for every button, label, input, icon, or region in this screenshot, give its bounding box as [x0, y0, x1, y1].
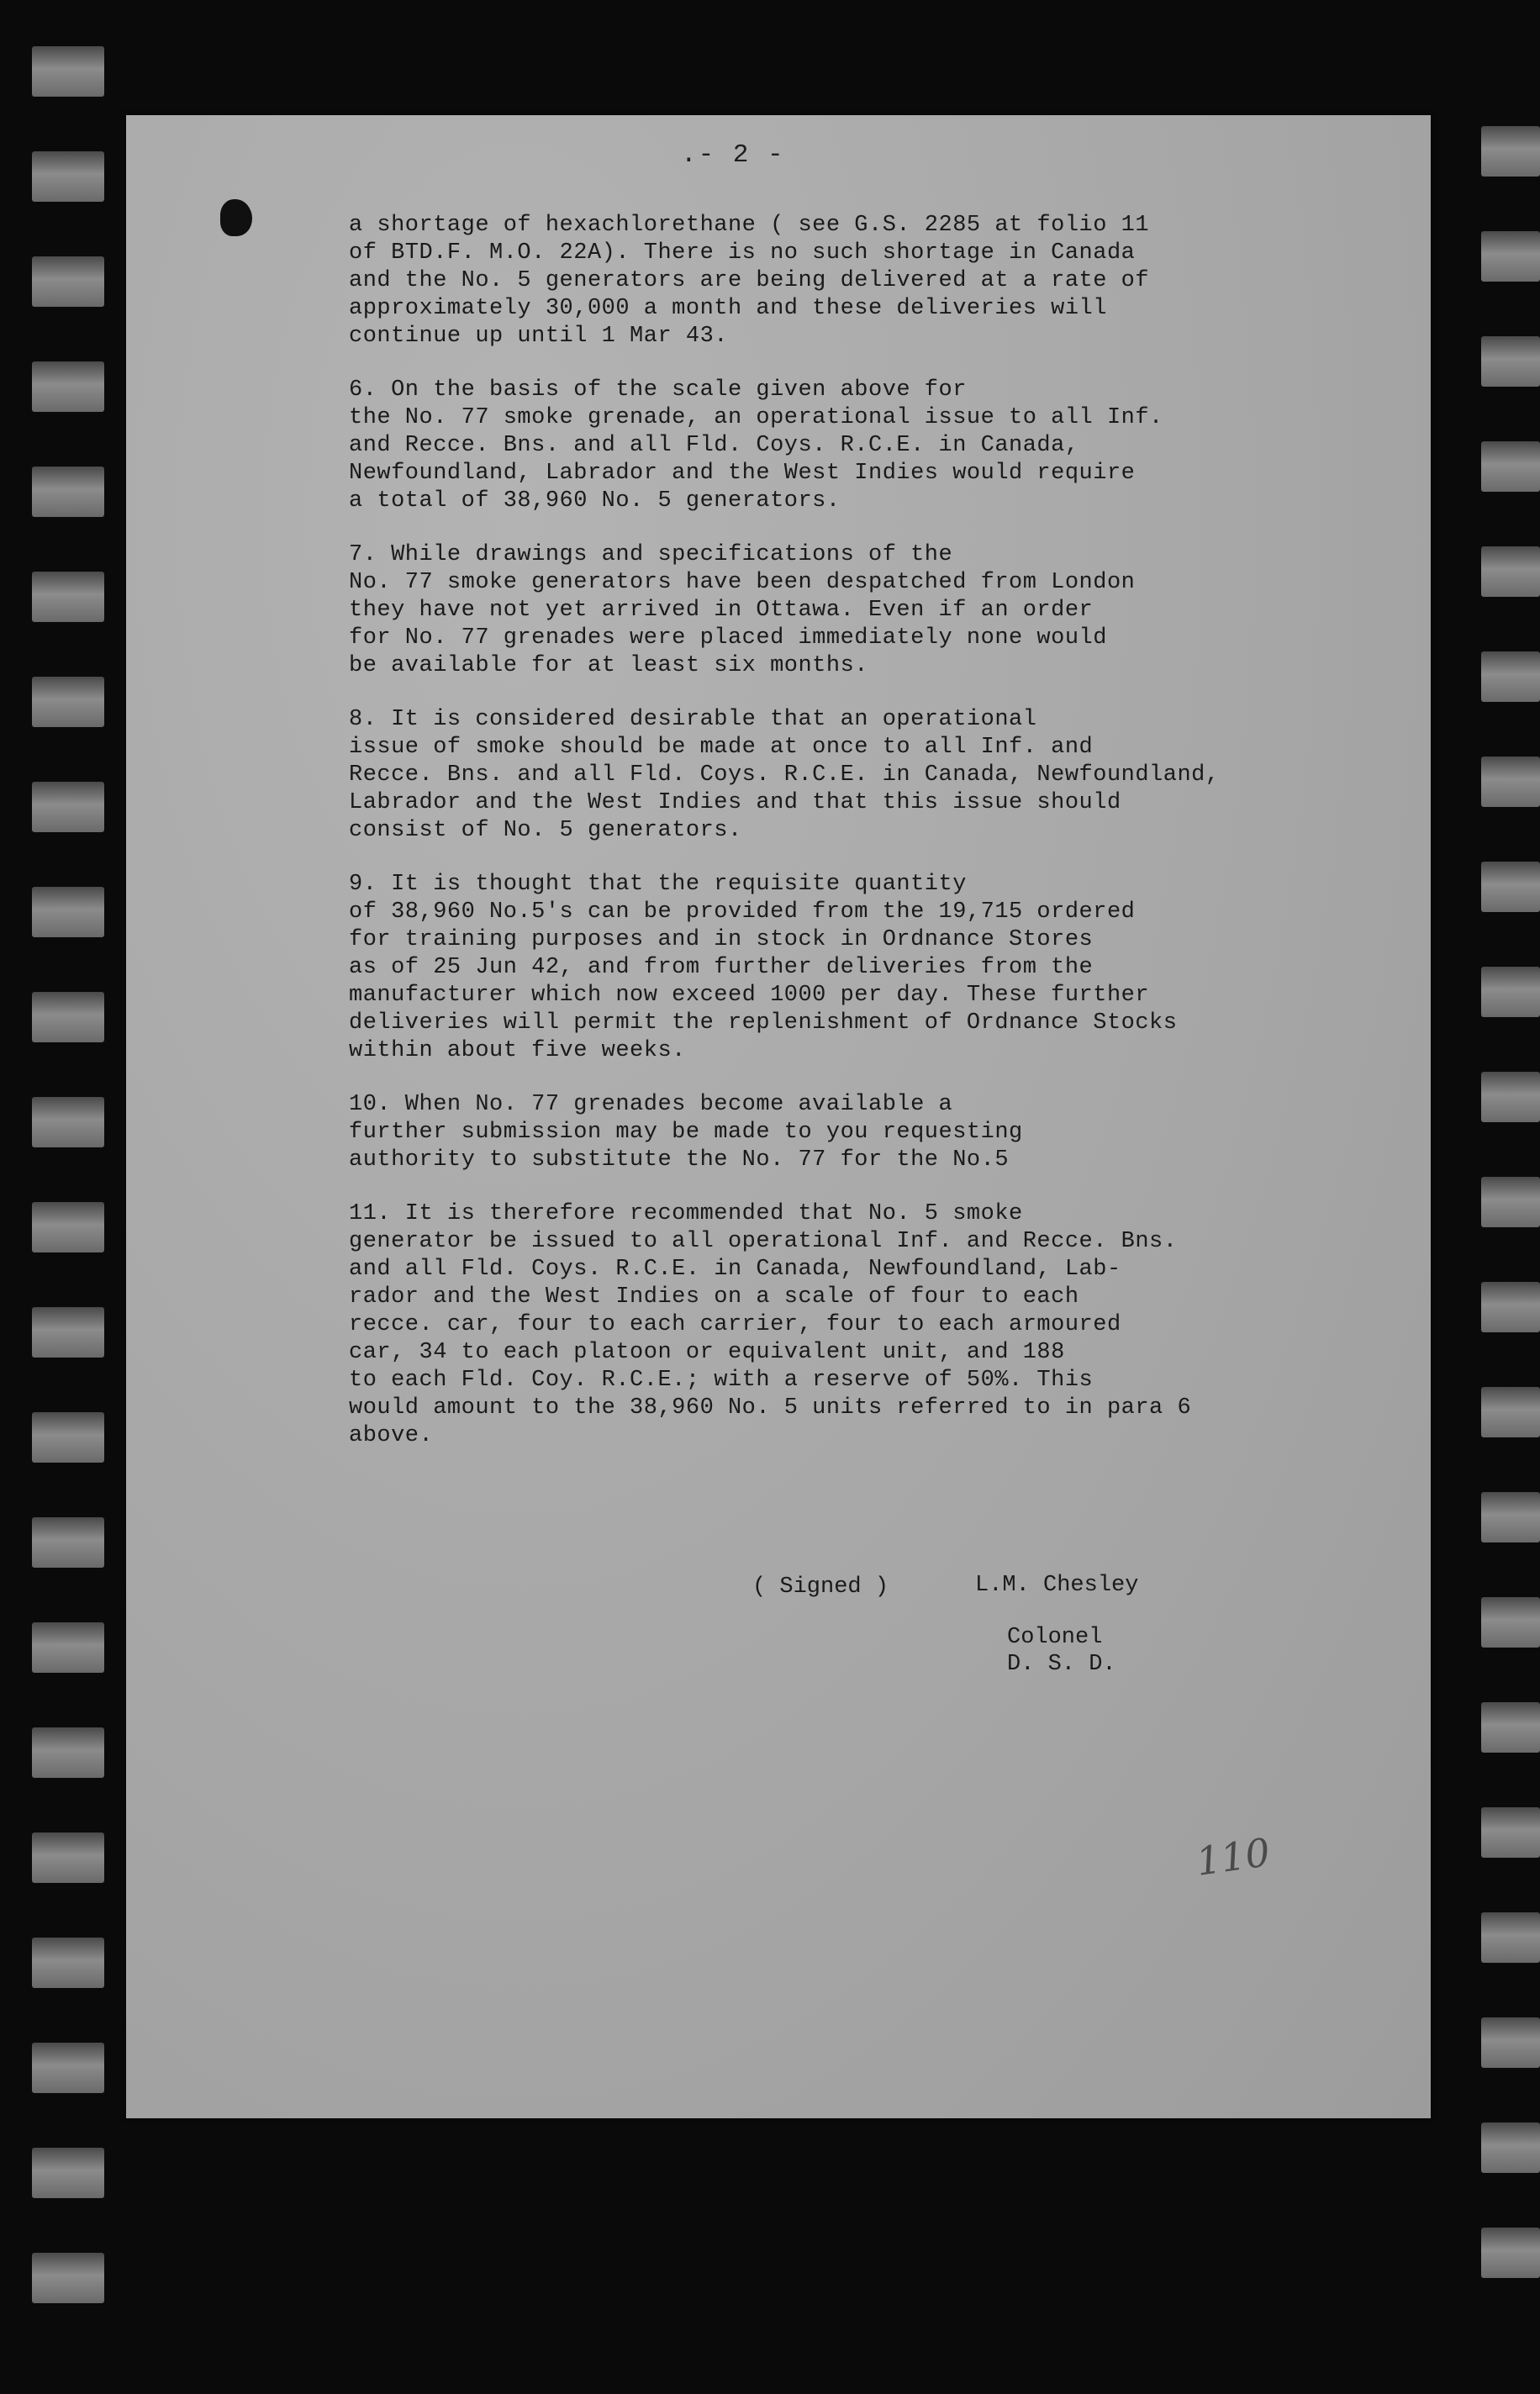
signatory-rank: Colonel [1007, 1625, 1103, 1650]
film-sprockets-right [1481, 0, 1540, 2394]
folio-number: 110 [1193, 1829, 1274, 1885]
page-number: .- 2 - [681, 140, 785, 170]
film-sprockets-left [32, 0, 104, 2394]
paragraph-6: 6. On the basis of the scale given above for the No. 77 smoke grenade, an operational issue to all Inf. and Recce. Bns. and all Fld. Coys. R.C.E. in Canada, Newfoundland, Labrador and the West Indies would require a total of 38,960 No. 5 generators. [349, 377, 1163, 514]
document-page [126, 115, 1431, 2118]
signed-label: ( Signed ) [752, 1574, 889, 1600]
paragraph-11: 11. It is therefore recommended that No. 5 smoke generator be issued to all operational Inf. and Recce. Bns. and all Fld. Coys. R.C.E. in Canada, Newfoundland, Lab- rador and the West Indies on a scale of four to each recce. car, four to each carrier, four to each armoured car, 34 to each platoon or equivalent unit, and 188 to each Fld. Coy. R.C.E.; with a reserve of 50%. This would amount to the 38,960 No. 5 units referred to in para 6 above. [349, 1201, 1192, 1448]
document-body [349, 212, 1442, 1476]
paragraph-9: 9. It is thought that the requisite quantity of 38,960 No.5's can be provided from the 19,715 ordered for training purposes and in stock in Ordnance Stores as of 25 Jun 42, and from further deliveries from the manufacturer which now exceed 1000 per day. These further deliveries will permit the replenishment of Ordnance Stocks within about five weeks. [349, 872, 1178, 1063]
signatory-name: L.M. Chesley [975, 1573, 1139, 1598]
signatory-office: D. S. D. [1007, 1652, 1116, 1677]
paragraph-7: 7. While drawings and specifications of the No. 77 smoke generators have been despatched from London they have not yet arrived in Ottawa. Even if an order for No. 77 grenades were placed immediately none would be available for at least six months. [349, 542, 1136, 678]
paragraph-continuation: a shortage of hexachlorethane ( see G.S. 2285 at folio 11 of BTD.F. M.O. 22A). There is no such shortage in Canada and the No. 5 generators are being delivered at a rate of approximately 30,000 a month and these deliveries will continue up until 1 Mar 43. [349, 213, 1150, 349]
paragraph-10: 10. When No. 77 grenades become available a further submission may be made to you requesting authority to substitute the No. 77 for the No.5 [349, 1092, 1023, 1173]
paragraph-8: 8. It is considered desirable that an operational issue of smoke should be made at once to all Inf. and Recce. Bns. and all Fld. Coys. R.C.E. in Canada, Newfoundland, Labrador and the West Indies and that this issue should consist of No. 5 generators. [349, 707, 1220, 843]
punch-hole-mark [220, 199, 252, 236]
